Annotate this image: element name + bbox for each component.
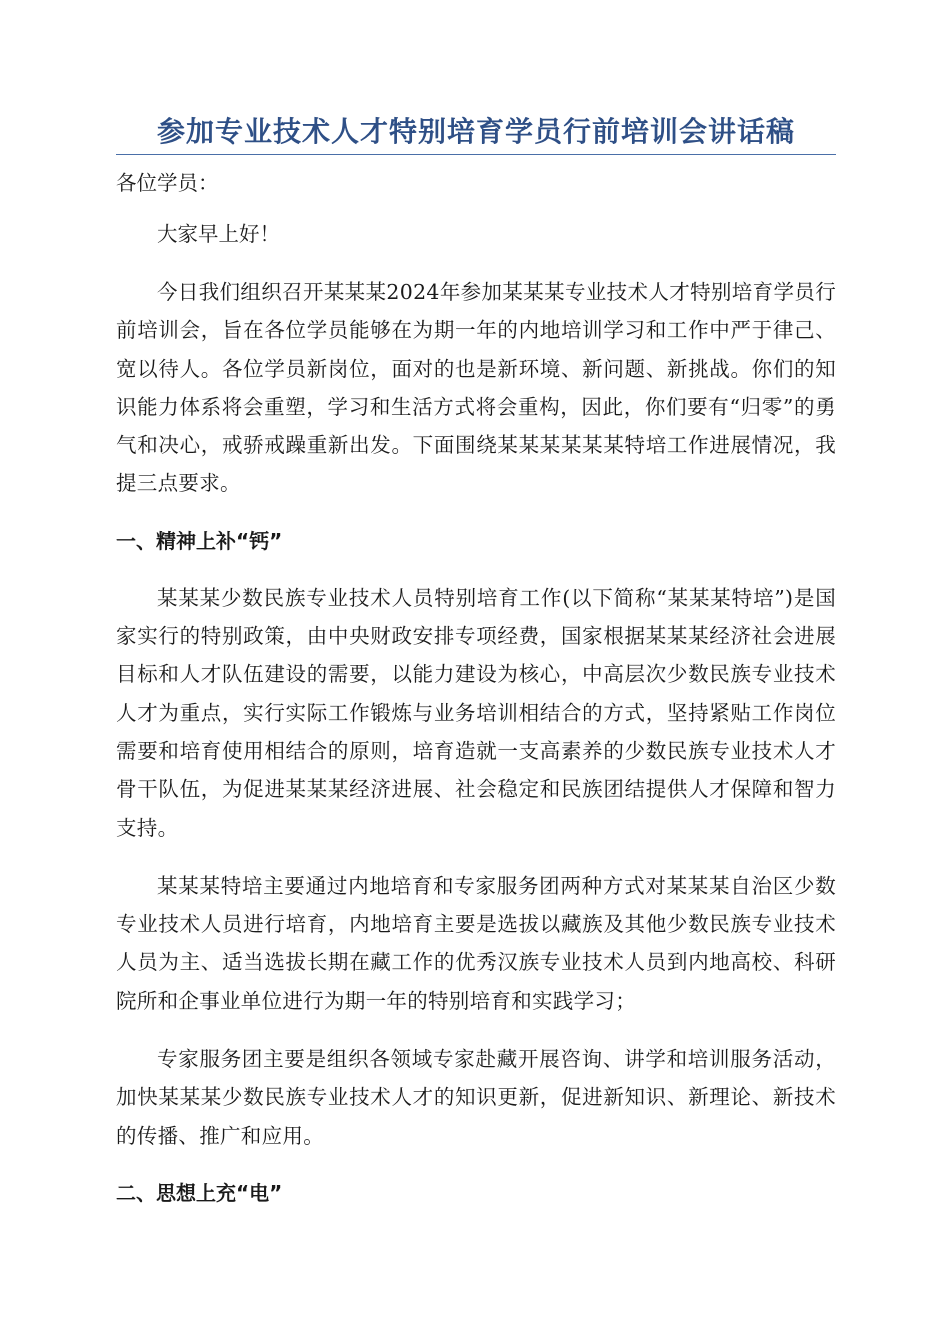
section1-paragraph-1: 某某某少数民族专业技术人员特别培育工作(以下简称“某某某特培”)是国家实行的特别政策，由中央财政安排专项经费，国家根据某某某经济社会进展目标和人才队伍建设的需要，以能力建设为核心，中高层次少数民族专业技术人才为重点，实行实际工作锻炼与业务培训相结合的方式，坚持紧贴工作岗位需要和培育使用相结合的原则，培育造就一支高素养的少数民族专业技术人才骨干队伍，为促进某某某经济进展、社会稳定和民族团结提供人才保障和智力支持。 — [116, 585, 836, 840]
salutation: 各位学员： — [116, 171, 219, 195]
section-heading-1: 一、精神上补“钙” — [116, 528, 283, 553]
intro-paragraph: 今日我们组织召开某某某2024年参加某某某专业技术人才特别培育学员行前培训会，旨在各位学员能够在为期一年的内地培训学习和工作中严于律己、宽以待人。各位学员新岗位，面对的也是新环境、新问题、新挑战。你们的知识能力体系将会重塑，学习和生活方式将会重构，因此，你们要有“归零”的勇气和决心，戒骄戒躁重新出发。下面围绕某某某某某某特培工作进展情况，我提三点要求。 — [116, 280, 836, 496]
section1-paragraph-3: 专家服务团主要是组织各领域专家赴藏开展咨询、讲学和培训服务活动，加快某某某少数民族专业技术人才的知识更新，促进新知识、新理论、新技术的传播、推广和应用。 — [116, 1047, 836, 1148]
document-page — [116, 112, 836, 1211]
section1-paragraph-2: 某某某特培主要通过内地培育和专家服务团两种方式对某某某自治区少数专业技术人员进行培育，内地培育主要是选拔以藏族及其他少数民族专业技术人员为主、适当选拔长期在藏工作的优秀汉族专业技术人员到内地高校、科研院所和企事业单位进行为期一年的特别培育和实践学习； — [116, 873, 836, 1013]
document-title: 参加专业技术人才特别培育学员行前培训会讲话稿 — [116, 112, 836, 155]
greeting: 大家早上好！ — [157, 222, 280, 246]
section-heading-2: 二、思想上充“电” — [116, 1180, 283, 1205]
